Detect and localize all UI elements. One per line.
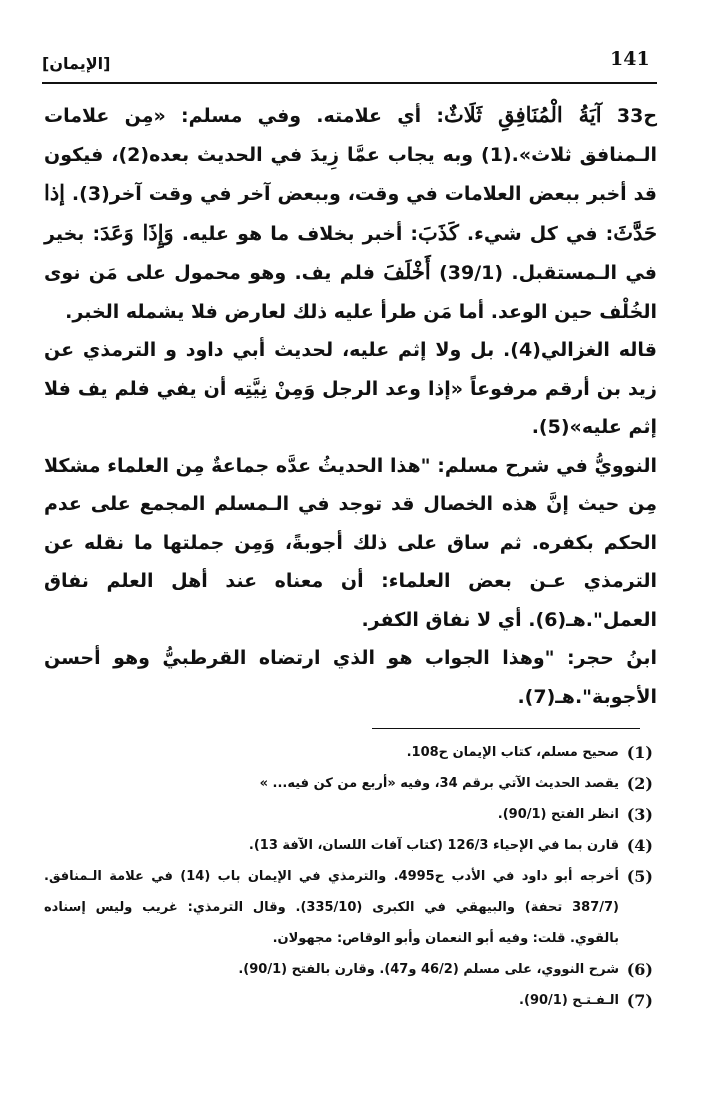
footnote-number: (3): [626, 805, 653, 824]
hadith-phrase: آيَةُ الْمُنَافِقِ ثَلَاثٌ: [443, 102, 602, 127]
hadith-phrase: أَخْلَفَ: [383, 259, 431, 284]
page-number: 141: [610, 48, 650, 70]
commentary-text: قاله الغزالي(4). بل ولا إثم عليه، لحديث أبي داود و الترمذي عن زيد بن أرقم مرفوعاً «إذا وعد الرجل وَمِنْ نِيَّتِه أن يفي فلم يف فلا إثم عليه»(5).: [44, 339, 658, 438]
footnotes: [44, 737, 657, 1016]
footnote-item: [44, 985, 657, 1016]
footnote-item: [44, 737, 657, 768]
footnote-text: قارن بما في الإحياء 126/3 (كتاب آفات اللسان، الآفة 13).: [248, 838, 619, 853]
footnote-number: (6): [626, 960, 653, 979]
commentary-text: : بخير في الـمستقبل. (39/1): [44, 222, 657, 284]
paragraph-ghazali: [44, 331, 657, 447]
footnote-item: [44, 768, 657, 799]
footnote-number: (4): [626, 836, 653, 855]
footnote-number: (5): [626, 867, 653, 886]
commentary-text: ابنُ حجر: "وهذا الجواب هو الذي ارتضاه القرطبيُّ وهو أحسن الأجوبة".هـ(7).: [44, 647, 657, 708]
footnote-text: الـفـتـح (90/1).: [519, 993, 619, 1008]
commentary-text: النوويُّ في شرح مسلم: "هذا الحديثُ عدَّه جماعةٌ مِن العلماء مشكلا مِن حيث إنَّ هذه الخصال قد توجد في الـمسلم المجمع على عدم الحكم بكفره. ثم ساق على ذلك أجوبةً، وَمِن جملتها ما نقله عن الترمذي عـن بعض العلماء: أن معناه عند أهل العلم نفاق العمل".هـ(6). أي لا نفاق الكفر.: [44, 454, 657, 631]
footnote-item: [44, 954, 657, 985]
footnote-text: صحيح مسلم، كتاب الإيمان ح108.: [406, 745, 619, 760]
page-header: [42, 44, 657, 84]
commentary-text: : أي علامته. وفي مسلم: «مِن علامات الـمنافق ثلاث».(1) وبه يجاب عمَّا زِيدَ في الحديث بعده(2)، فيكون قد أخبر ببعض العلامات في وقت، وببعض آخر في وقت آخر(3).: [44, 105, 657, 205]
commentary-text: : أخبر بخلاف ما هو عليه.: [173, 222, 419, 245]
commentary-text: فلم يف. وهو محمول على مَن نوى الخُلْف حين الوعد. أما مَن طرأ عليه ذلك لعارض فلا يشمله الخبر.: [44, 262, 657, 323]
footnote-text: شرح النووي، على مسلم (46/2 و47). وقارن بالفتح (90/1).: [238, 962, 619, 977]
footnote-item: [44, 830, 657, 861]
paragraph-ibn-hajar: [44, 639, 657, 716]
paragraph-nawawi: [44, 447, 657, 640]
paragraph-hadith-33: [44, 96, 657, 331]
hadith-phrase: وَإِذَا وَعَدَ: [100, 219, 174, 245]
running-title: [الإيمان]: [42, 54, 111, 73]
hadith-phrase: إذا حَدَّثَ: [44, 180, 657, 245]
header-rule: [42, 82, 657, 84]
hadith-number: ح33: [601, 105, 658, 127]
footnote-number: (7): [626, 991, 653, 1010]
footnote-text: يقصد الحديث الآتي برقم 34، وفيه «أربع من كن فيه... »: [259, 776, 619, 791]
footnote-text: انظر الفتح (90/1).: [497, 807, 619, 822]
footnote-number: (2): [626, 774, 653, 793]
footnote-text: أخرجه أبو داود في الأدب ح4995. والترمذي في الإيمان باب (14) في علامة الـمنافق. (387/7 تحفة) والبيهقي في الكبرى (335/10). وقال الترمذي: غريب وليس إسناده بالقوي. قلت: وفيه أبو النعمان وأبو الوقاص: مجهولان.: [44, 869, 619, 946]
hadith-phrase: كَذَبَ: [418, 219, 459, 245]
commentary-text: : في كل شيء.: [458, 222, 614, 245]
footnote-number: (1): [626, 743, 653, 762]
main-text: [44, 96, 657, 716]
footnote-item: [44, 861, 657, 954]
footnote-item: [44, 799, 657, 830]
footnotes-separator: [372, 728, 640, 729]
